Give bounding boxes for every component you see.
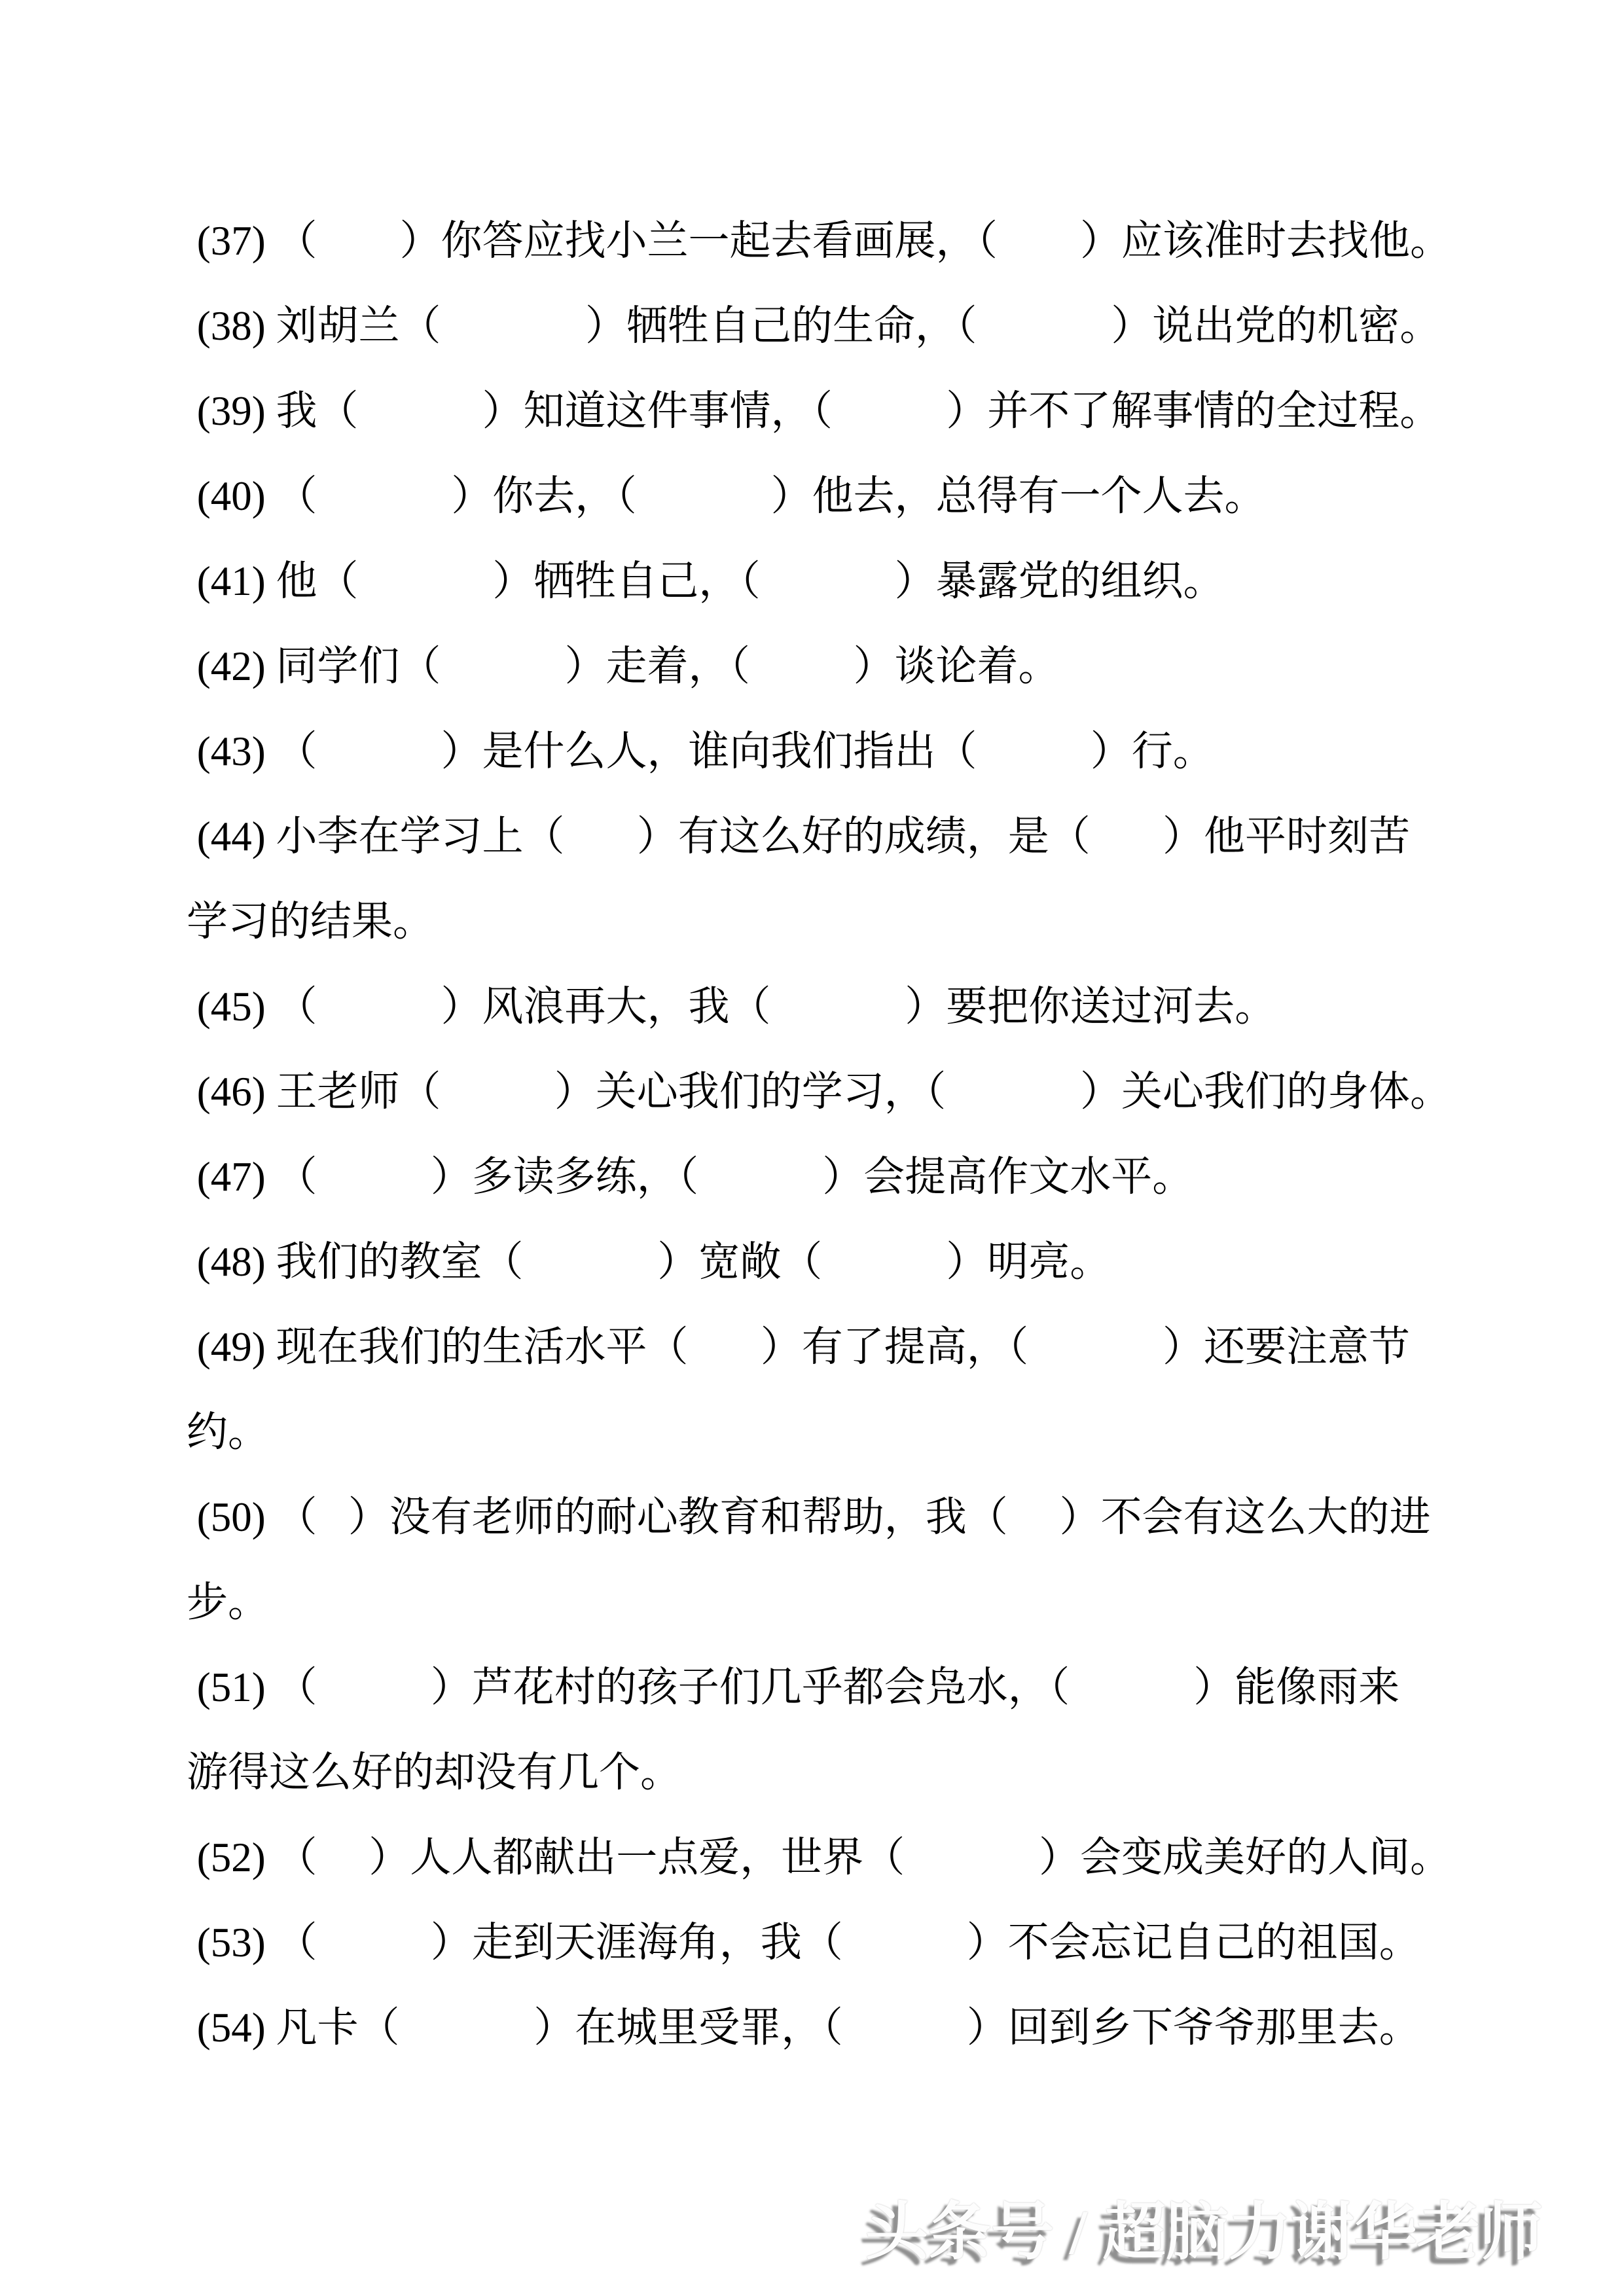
worksheet-line-44-continuation: 学习的结果。 (187, 899, 434, 944)
worksheet-line-43: (43) （ ）是什么人，谁向我们指出（ ）行。 (187, 728, 1214, 774)
worksheet-line-50: (50) （ ）没有老师的耐心教育和帮助，我（ ）不会有这么大的进 (187, 1494, 1431, 1540)
worksheet-line-46: (46) 王老师（ ）关心我们的学习，（ ）关心我们的身体。 (187, 1069, 1451, 1115)
worksheet-line-53: (53) （ ）走到天涯海角，我（ ）不会忘记自己的祖国。 (187, 1920, 1420, 1965)
worksheet-line-49: (49) 现在我们的生活水平（ ）有了提高，（ ）还要注意节 (187, 1324, 1410, 1370)
worksheet-line-49-continuation: 约。 (187, 1409, 269, 1455)
worksheet-line-50-continuation: 步。 (187, 1579, 269, 1625)
worksheet-line-37: (37) （ ）你答应找小兰一起去看画展，（ ）应该准时去找他。 (187, 218, 1451, 264)
worksheet-line-40: (40) （ ）你去，（ ）他去，总得有一个人去。 (187, 473, 1266, 519)
worksheet-line-51-continuation: 游得这么好的却没有几个。 (187, 1749, 681, 1795)
worksheet-text-block (187, 198, 1451, 2070)
worksheet-line-47: (47) （ ）多读多练，（ ）会提高作文水平。 (187, 1154, 1194, 1200)
worksheet-line-42: (42) 同学们（ ）走着，（ ）谈论着。 (187, 643, 1060, 689)
worksheet-line-41: (41) 他（ ）牺牲自己，（ ）暴露党的组织。 (187, 558, 1225, 604)
worksheet-line-51: (51) （ ）芦花村的孩子们几乎都会凫水，（ ）能像雨来 (187, 1664, 1400, 1710)
worksheet-line-38: (38) 刘胡兰（ ）牺牲自己的生命，（ ）说出党的机密。 (187, 303, 1441, 349)
worksheet-line-54: (54) 凡卡（ ）在城里受罪，（ ）回到乡下爷爷那里去。 (187, 2005, 1420, 2051)
worksheet-line-44: (44) 小李在学习上（ ）有这么好的成绩，是（ ）他平时刻苦 (187, 814, 1410, 859)
worksheet-line-45: (45) （ ）风浪再大，我（ ）要把你送过河去。 (187, 984, 1276, 1030)
worksheet-line-48: (48) 我们的教室（ ）宽敞（ ）明亮。 (187, 1239, 1111, 1285)
worksheet-line-39: (39) 我（ ）知道这件事情，（ ）并不了解事情的全过程。 (187, 388, 1441, 434)
worksheet-line-52: (52) （ ）人人都献出一点爱，世界（ ）会变成美好的人间。 (187, 1835, 1451, 1880)
toutiao-watermark: 头条号 / 超脑力谢华老师 (865, 2197, 1543, 2267)
